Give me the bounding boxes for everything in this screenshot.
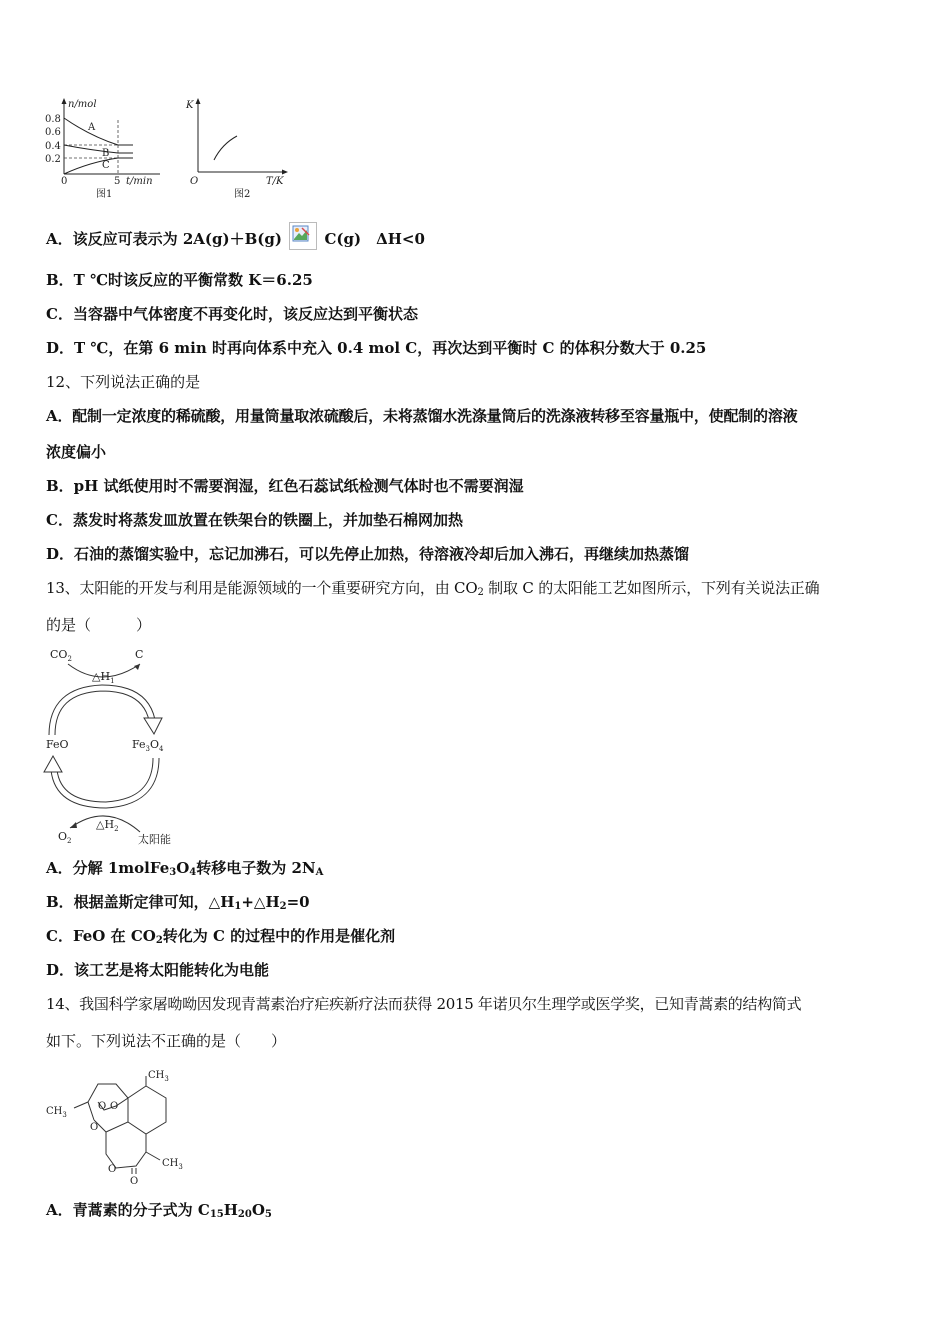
fig1-origin: 0: [61, 176, 68, 187]
fig2-ylabel: K: [186, 100, 194, 111]
q14-label-o-ether: O: [90, 1122, 99, 1133]
q12-option-a-line2: 浓度偏小: [46, 443, 107, 461]
q13-option-b: [46, 892, 310, 912]
fig2-origin: O: [190, 176, 199, 187]
q13-stem-line1: [46, 578, 819, 598]
q13-option-c-part2: 转化为 C 的过程中的作用是催化剂: [162, 927, 396, 945]
q13-option-a-sub2: 4: [189, 867, 197, 878]
q13-label-fe3o4: $Fe_3O_4$: [132, 738, 164, 753]
fig1-curve-c: [64, 158, 133, 174]
fig1-label-c: C: [102, 160, 110, 171]
fig1-tick-y-0: 0.8: [45, 114, 61, 125]
q13-option-c-sub: 2: [155, 935, 163, 946]
q11-option-a: [46, 222, 425, 250]
q13-option-a-part2: O: [176, 859, 190, 877]
q12-option-c: C．蒸发时将蒸发皿放置在铁架台的铁圈上，并加垫石棉网加热: [46, 511, 463, 529]
q13-label-dh1: $\triangle H_1$: [92, 670, 115, 685]
q13-label-co2: $CO_2$: [50, 648, 72, 663]
fig1-label-a: A: [88, 122, 96, 133]
fig1-curve-b: [64, 145, 133, 153]
q12-option-b: B．pH 试纸使用时不需要润湿，红色石蕊试纸检测气体时也不需要润湿: [46, 477, 524, 495]
q13-upper-cycle-head: [144, 718, 162, 734]
q14-label-o-lactone: O: [108, 1164, 117, 1175]
q13-option-a-sub1: 3: [169, 867, 177, 878]
broken-image-icon: [289, 222, 317, 250]
q11-option-a-prefix: A．该反应可表示为 2A(g)＋B(g): [46, 230, 282, 248]
q13-option-d: D．该工艺是将太阳能转化为电能: [46, 961, 270, 979]
q13-label-feo: FeO: [46, 738, 69, 751]
fig1-tick-y-3: 0.2: [45, 154, 61, 165]
q13-solar-cycle-diagram: [40, 640, 200, 850]
q13-stem-part1: 13、太阳能的开发与利用是能源领域的一个重要研究方向，由 CO: [46, 579, 478, 597]
fig1-y-arrow: [62, 98, 67, 104]
q13-diagram-svg: [40, 640, 200, 850]
q14-artemisinin-structure: [44, 1062, 194, 1187]
q14-label-ch3-left: $CH_3$: [46, 1106, 67, 1119]
fig2-xlabel: T/K: [266, 176, 284, 187]
q11-option-d: D．T ℃，在第 6 min 时再向体系中充入 0.4 mol C，再次达到平衡时 C 的体积分数大于 0.25: [46, 339, 707, 357]
q14-label-o-peroxide-1: O: [98, 1101, 107, 1112]
q14-option-a-sub2: 20: [237, 1209, 252, 1220]
fig1-tick-x: 5: [114, 176, 121, 187]
fig1-xlabel: t/min: [126, 176, 153, 187]
fig2-x-arrow: [282, 170, 288, 175]
q14-stem-line2: 如下。下列说法不正确的是（ ）: [46, 1032, 287, 1050]
fig2-caption: 图2: [234, 189, 251, 200]
q14-option-a-sub1: 15: [209, 1209, 224, 1220]
q13-stem-sub: 2: [477, 587, 484, 598]
q13-stem-line2: 的是（ ）: [46, 616, 152, 634]
q11-option-c: C．当容器中气体密度不再变化时，该反应达到平衡状态: [46, 305, 418, 323]
q13-option-b-part3: =0: [286, 893, 310, 911]
q13-option-b-part2: +△H: [241, 893, 280, 911]
fig1-tick-y-1: 0.6: [45, 127, 61, 138]
q12-stem: 12、下列说法正确的是: [46, 373, 201, 391]
q13-option-a-part3: 转移电子数为 2N: [196, 859, 316, 877]
q11-option-b: B．T ℃时该反应的平衡常数 K＝6.25: [46, 271, 313, 289]
fig2-y-arrow: [196, 98, 201, 104]
q14-structure-svg: [44, 1062, 194, 1187]
fig1-caption: 图1: [96, 189, 113, 200]
q14-label-o-peroxide-2: O: [110, 1101, 119, 1112]
q13-label-solar: 太阳能: [138, 833, 171, 846]
q14-option-a: [46, 1200, 272, 1220]
fig1-tick-y-2: 0.4: [45, 141, 61, 152]
q12-option-d: D．石油的蒸馏实验中，忘记加沸石，可以先停止加热，待溶液冷却后加入沸石，再继续加热蒸馏: [46, 545, 690, 563]
q13-option-b-part1: B．根据盖斯定律可知，△H: [46, 893, 235, 911]
q13-option-b-sub1: 1: [234, 901, 242, 912]
q13-label-dh2: $\triangle H_2$: [96, 818, 119, 833]
fig2-curve: [214, 136, 237, 160]
q13-label-o2: $O_2$: [58, 830, 72, 845]
figure-2-svg: [182, 96, 292, 201]
fig1-ylabel: n/mol: [68, 99, 97, 110]
q14-option-a-part1: A．青蒿素的分子式为 C: [46, 1201, 210, 1219]
q14-structure-bonds: [74, 1076, 166, 1174]
q13-stem-part2: 制取 C 的太阳能工艺如图所示，下列有关说法正确: [483, 579, 820, 597]
q14-stem-line1: 14、我国科学家屠呦呦因发现青蒿素治疗疟疾新疗法而获得 2015 年诺贝尔生理学或医学奖，已知青蒿素的结构简式: [46, 995, 802, 1013]
q14-label-ch3-right: $CH_3$: [162, 1158, 183, 1171]
q13-option-c: [46, 926, 395, 946]
fig1-curve-a: [64, 118, 133, 145]
q12-option-a-line1: A．配制一定浓度的稀硫酸，用量筒量取浓硫酸后，未将蒸馏水洗涤量筒后的洗涤液转移至容量瓶中，使配制的溶液: [46, 407, 798, 425]
q14-option-a-sub3: 5: [264, 1209, 272, 1220]
q13-lower-cycle-head: [44, 756, 62, 772]
q14-label-ch3-top: $CH_3$: [148, 1070, 169, 1083]
q13-option-b-sub2: 2: [279, 901, 287, 912]
q14-option-a-part2: H: [223, 1201, 238, 1219]
fig1-label-b: B: [102, 148, 110, 159]
q13-option-a-part1: A．分解 1molFe: [46, 859, 170, 877]
figure-1-mol-vs-time: [40, 96, 170, 201]
figure-1-svg: [40, 96, 170, 201]
q13-option-a-sub3: A: [315, 867, 324, 878]
q11-option-a-suffix: C(g) ΔH<0: [324, 230, 425, 248]
q13-lower-arc-arrow: [70, 822, 77, 828]
q14-option-a-part3: O: [251, 1201, 265, 1219]
q13-label-c: C: [135, 648, 144, 661]
figure-2-k-vs-temperature: [182, 96, 292, 201]
q14-label-o-carbonyl: O: [130, 1176, 139, 1187]
q13-option-c-part1: C．FeO 在 CO: [46, 927, 156, 945]
q13-option-a: [46, 858, 323, 878]
